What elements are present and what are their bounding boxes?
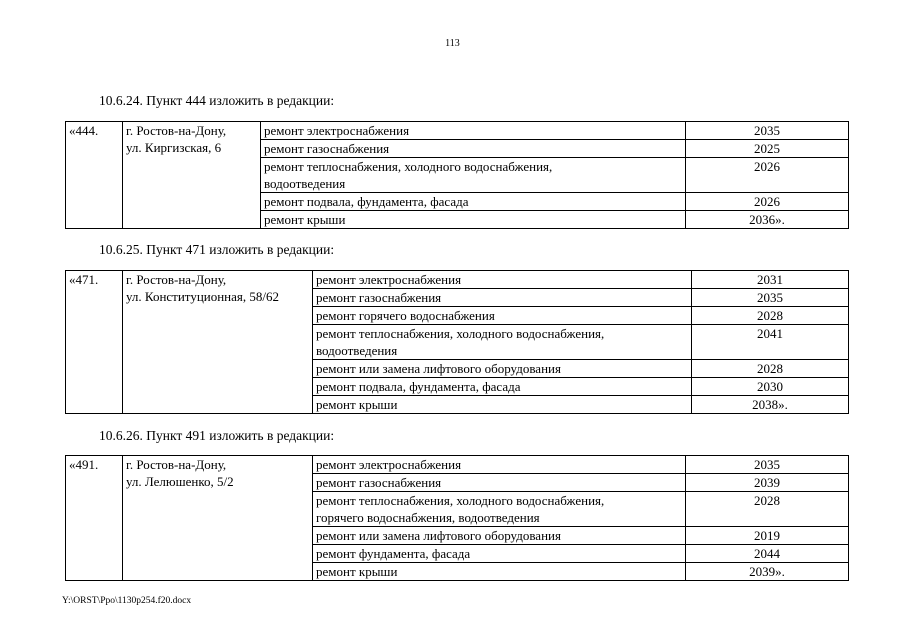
address-city: г. Ростов-на-Дону, — [126, 457, 227, 472]
year-cell: 2026 — [686, 193, 849, 211]
year-cell: 2035 — [686, 122, 849, 140]
item-number: «444. — [66, 122, 123, 229]
year-cell: 2035 — [692, 289, 849, 307]
address-cell — [123, 271, 313, 414]
work-cell: ремонт крыши — [313, 563, 686, 581]
work-cell: ремонт горячего водоснабжения — [313, 307, 692, 325]
section-table — [65, 270, 849, 414]
work-cell: ремонт крыши — [261, 211, 686, 229]
year-cell: 2028 — [692, 360, 849, 378]
table-row — [66, 122, 849, 140]
year-cell: 2025 — [686, 140, 849, 158]
work-cell: ремонт электроснабжения — [313, 271, 692, 289]
section-heading: 10.6.24. Пункт 444 изложить в редакции: — [99, 93, 335, 108]
work-line: ремонт теплоснабжения, холодного водоснабжения, — [316, 326, 605, 341]
year-cell: 2028 — [686, 492, 849, 527]
item-number: «471. — [66, 271, 123, 414]
work-line: горячего водоснабжения, водоотведения — [316, 510, 540, 525]
year-cell: 2028 — [692, 307, 849, 325]
work-cell: ремонт или замена лифтового оборудования — [313, 360, 692, 378]
address-street: ул. Конституционная, 58/62 — [126, 289, 280, 304]
work-cell: ремонт крыши — [313, 396, 692, 414]
work-cell: ремонт подвала, фундамента, фасада — [261, 193, 686, 211]
section-heading: 10.6.25. Пункт 471 изложить в редакции: — [99, 242, 335, 257]
work-line: водоотведения — [316, 343, 398, 358]
address-cell — [123, 456, 313, 581]
table-row — [66, 456, 849, 474]
work-cell: ремонт подвала, фундамента, фасада — [313, 378, 692, 396]
year-cell: 2039 — [686, 474, 849, 492]
work-cell: ремонт электроснабжения — [313, 456, 686, 474]
work-cell: ремонт фундамента, фасада — [313, 545, 686, 563]
address-cell — [123, 122, 261, 229]
year-cell: 2031 — [692, 271, 849, 289]
address-street: ул. Киргизская, 6 — [126, 140, 222, 155]
table-row — [66, 271, 849, 289]
work-cell: ремонт газоснабжения — [261, 140, 686, 158]
work-cell: ремонт электроснабжения — [261, 122, 686, 140]
section-heading: 10.6.26. Пункт 491 изложить в редакции: — [99, 428, 335, 443]
work-line: ремонт теплоснабжения, холодного водоснабжения, — [264, 159, 553, 174]
address-street: ул. Лелюшенко, 5/2 — [126, 474, 234, 489]
year-cell: 2030 — [692, 378, 849, 396]
year-cell: 2041 — [692, 325, 849, 360]
year-cell: 2019 — [686, 527, 849, 545]
year-cell: 2035 — [686, 456, 849, 474]
item-number: «491. — [66, 456, 123, 581]
work-cell — [313, 325, 692, 360]
page-number: 113 — [445, 38, 460, 49]
section-table — [65, 455, 849, 581]
work-line: водоотведения — [264, 176, 346, 191]
work-line: ремонт теплоснабжения, холодного водоснабжения, — [316, 493, 605, 508]
section-table — [65, 121, 849, 229]
address-city: г. Ростов-на-Дону, — [126, 123, 227, 138]
year-cell: 2039». — [686, 563, 849, 581]
address-city: г. Ростов-на-Дону, — [126, 272, 227, 287]
work-cell — [261, 158, 686, 193]
work-cell: ремонт газоснабжения — [313, 289, 692, 307]
work-cell — [313, 492, 686, 527]
year-cell: 2026 — [686, 158, 849, 193]
work-cell: ремонт газоснабжения — [313, 474, 686, 492]
year-cell: 2038». — [692, 396, 849, 414]
year-cell: 2044 — [686, 545, 849, 563]
file-path-footer: Y:\ORST\Ppo\1130p254.f20.docx — [62, 596, 192, 606]
work-cell: ремонт или замена лифтового оборудования — [313, 527, 686, 545]
year-cell: 2036». — [686, 211, 849, 229]
